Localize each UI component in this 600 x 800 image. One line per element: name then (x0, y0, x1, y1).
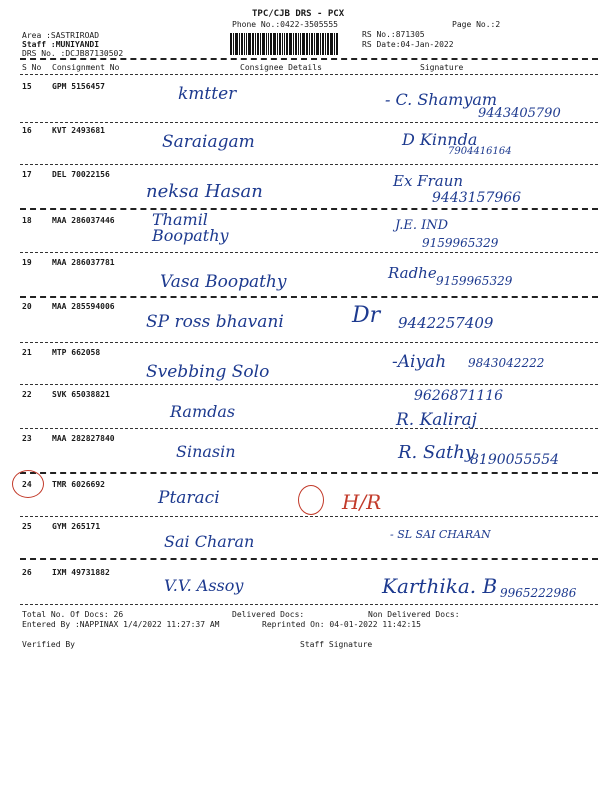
phone-handwriting: 9843042222 (468, 356, 545, 370)
signature-handwriting: R. Kaliraj (396, 410, 477, 430)
row-consignment: KVT 2493681 (52, 126, 105, 135)
row-consignment: MAA 286037781 (52, 258, 115, 267)
row-consignment: DEL 70022156 (52, 170, 110, 179)
phone-handwriting: 9159965329 (422, 236, 499, 250)
signature-handwriting: - SL SAI CHARAN (390, 528, 491, 541)
row-consignment: TMR 6026692 (52, 480, 105, 489)
row-divider (20, 122, 598, 123)
row-consignment: MTP 662058 (52, 348, 101, 357)
phone-handwriting: 9626871116 (414, 388, 504, 404)
consignee-handwriting: Sinasin (176, 442, 236, 461)
row-consignment: GYM 265171 (52, 522, 101, 531)
non-delivered-docs: Non Delivered Docs: (368, 610, 460, 619)
row-sno: 24 (22, 480, 32, 489)
consignee-handwriting: Sai Charan (164, 532, 255, 551)
row-divider (20, 252, 598, 253)
consignee-handwriting: Svebbing Solo (146, 362, 270, 382)
phone-handwriting: 7904416164 (448, 146, 512, 157)
signature-handwriting: Karthika. B (382, 574, 498, 598)
row-sno: 23 (22, 434, 32, 443)
row-divider (20, 428, 598, 429)
signature-handwriting: Radhe (388, 264, 437, 282)
consignee-handwriting: SP ross bhavani (146, 312, 284, 332)
red-circle-mark (298, 485, 324, 515)
consignee-handwriting: kmtter (178, 84, 237, 104)
phone-handwriting: 9443405790 (478, 106, 561, 121)
entered-by: Entered By :NAPPINAX 1/4/2022 11:27:37 AM (22, 620, 220, 629)
col-sno: S No (22, 63, 42, 72)
reprinted-on: Reprinted On: 04-01-2022 11:42:15 (262, 620, 421, 629)
col-consignment: Consignment No (52, 63, 120, 72)
total-docs: Total No. Of Docs: 26 (22, 610, 124, 619)
row-divider (20, 516, 598, 517)
row-consignment: SVK 65038821 (52, 390, 110, 399)
signature-handwriting: R. Sathy (398, 442, 476, 463)
report-title: TPC/CJB DRS - PCX (252, 9, 345, 19)
phone-handwriting: 8190055554 (470, 452, 560, 468)
row-sno: 19 (22, 258, 32, 267)
row-consignment: GPM 5156457 (52, 82, 105, 91)
consignee-handwriting: Thamil Boopathy (152, 210, 229, 245)
phone-number: Phone No.:0422-3505555 (232, 20, 338, 29)
consignee-handwriting: Ramdas (170, 402, 236, 421)
row-sno: 21 (22, 348, 32, 357)
col-signature: Signature (420, 63, 464, 72)
column-divider (20, 74, 598, 75)
header-divider (20, 58, 598, 60)
consignee-handwriting: V.V. Assoy (164, 576, 244, 595)
rs-number: RS No.:871305 (362, 30, 425, 39)
page-number: Page No.:2 (452, 20, 501, 29)
row-divider (20, 342, 598, 343)
row-divider (20, 208, 598, 210)
signature-handwriting: J.E. IND (395, 218, 449, 233)
row-sno: 15 (22, 82, 32, 91)
row-divider (20, 296, 598, 298)
row-consignment: IXM 49731882 (52, 568, 110, 577)
row-sno: 22 (22, 390, 32, 399)
row-divider (20, 384, 598, 385)
consignee-handwriting: Saraiagam (162, 132, 255, 152)
staff-label: Staff :MUNIYANDI (22, 40, 100, 49)
signature-handwriting: H/R (342, 490, 382, 514)
phone-handwriting: 9443157966 (432, 190, 522, 206)
signature-handwriting: -Aiyah (392, 352, 447, 372)
row-consignment: MAA 285594006 (52, 302, 115, 311)
consignee-handwriting: neksa Hasan (146, 181, 263, 202)
row-sno: 17 (22, 170, 32, 179)
phone-handwriting: 9159965329 (436, 274, 513, 288)
row-divider (20, 558, 598, 560)
row-consignment: MAA 282827840 (52, 434, 115, 443)
barcode (230, 33, 356, 55)
signature-handwriting: D Kinnda (402, 130, 478, 149)
row-sno: 26 (22, 568, 32, 577)
signature-handwriting: - C. Shamyam (385, 90, 498, 109)
rs-date: RS Date:04-Jan-2022 (362, 40, 454, 49)
signature-handwriting: Ex Fraun (393, 172, 464, 190)
delivered-docs: Delivered Docs: (232, 610, 305, 619)
row-sno: 25 (22, 522, 32, 531)
row-divider (20, 472, 598, 474)
consignee-handwriting: Vasa Boopathy (160, 272, 287, 292)
row-divider (20, 164, 598, 165)
phone-handwriting: 9965222986 (500, 586, 577, 600)
verified-by: Verified By (22, 640, 75, 649)
signature-handwriting: Dr (352, 303, 381, 328)
row-consignment: MAA 286037446 (52, 216, 115, 225)
row-sno: 20 (22, 302, 32, 311)
phone-handwriting: 9442257409 (398, 314, 494, 332)
drs-number: DRS No. :DCJB87130502 (22, 49, 124, 58)
table-end-divider (20, 604, 598, 605)
staff-signature: Staff Signature (300, 640, 373, 649)
row-sno: 16 (22, 126, 32, 135)
col-consignee: Consignee Details (240, 63, 322, 72)
row-sno: 18 (22, 216, 32, 225)
consignee-handwriting: Ptaraci (158, 488, 220, 508)
area-label: Area :SASTRIROAD (22, 31, 100, 40)
